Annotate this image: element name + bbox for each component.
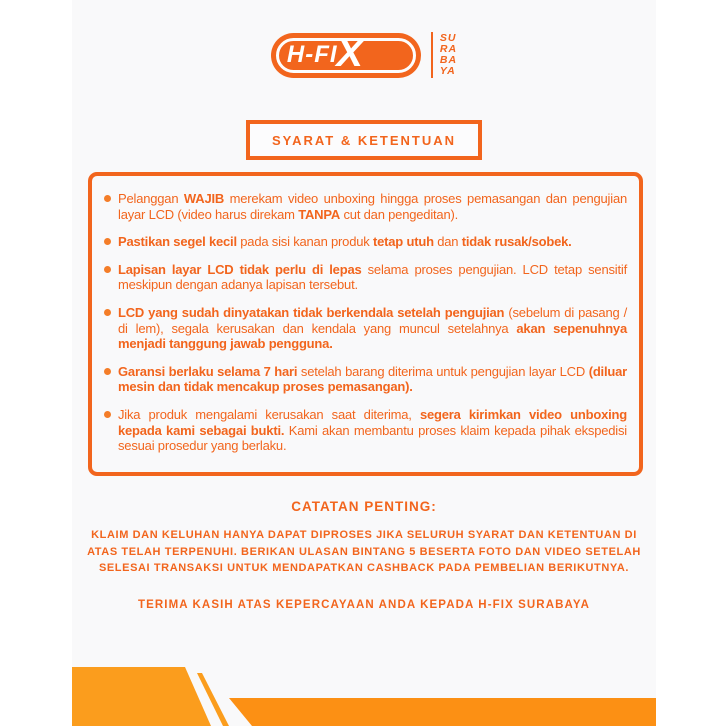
- logo-wordmark: H-FI: [286, 41, 338, 68]
- bullet-dot-icon: [104, 195, 111, 202]
- text-segment-bold: tetap utuh: [372, 234, 434, 250]
- text-segment-bold: segera kirimkan video unboxing kepada kami sebagai bukti.: [118, 406, 628, 438]
- text-segment: Kami akan membantu proses klaim kepada pihak ekspedisi sesuai prosedur yang berlaku.: [118, 422, 627, 454]
- logo-pill: [271, 33, 421, 78]
- text-segment-bold: Garansi berlaku selama 7 hari: [118, 363, 298, 379]
- term-item: [104, 191, 627, 222]
- terms-box: [88, 172, 643, 476]
- text-segment-bold: Pastikan segel kecil: [118, 234, 237, 250]
- text-segment: Pelanggan: [118, 191, 184, 206]
- bullet-dot-icon: [104, 309, 111, 316]
- text-segment: merekam video unboxing hingga proses pemasangan dan pengujian layar LCD (video harus direkam: [118, 191, 627, 222]
- term-item: [104, 305, 627, 352]
- flyer-canvas: [72, 0, 656, 726]
- text-segment: Jika produk mengalami kerusakan saat diterima,: [118, 406, 420, 422]
- text-segment: UNTUK MENDAPATKAN: [223, 562, 368, 574]
- text-segment-bold: TANPA: [298, 206, 341, 222]
- text-segment-bold: akan sepenuhnya menjadi tanggung jawab pengguna.: [118, 320, 627, 352]
- term-item: [104, 234, 627, 250]
- text-segment-bold: WAJIB: [183, 191, 225, 206]
- logo-divider: [431, 32, 433, 78]
- text-segment: selama proses pengujian. LCD tetap sensitif meskipun dengan adanya lapisan tersebut.: [118, 261, 627, 293]
- text-segment-bold: LCD yang sudah dinyatakan tidak berkendala setelah pengujian: [118, 304, 505, 320]
- footer-decoration: [72, 666, 656, 726]
- logo-city-line: RA: [439, 43, 458, 55]
- text-segment: dan: [433, 234, 462, 250]
- terms-list: [104, 191, 627, 454]
- text-segment: cut dan pengeditan).: [340, 206, 459, 222]
- term-item: [104, 364, 627, 395]
- notes-paragraph: [86, 527, 642, 577]
- thanks-line: TERIMA KASIH ATAS KEPERCAYAAN ANDA KEPADA H-FIX SURABAYA: [137, 599, 590, 611]
- page-title: SYARAT & KETENTUAN: [271, 132, 457, 148]
- text-segment-bold: (diluar mesin dan tidak mencakup proses pemasangan).: [118, 363, 628, 395]
- logo-city-line: YA: [439, 65, 456, 77]
- logo-x-icon: X: [335, 33, 363, 75]
- text-segment: KLAIM DAN KELUHAN HANYA DAPAT DIPROSES JIKA: [91, 529, 407, 541]
- text-segment-bold: SELURUH SYARAT DAN KETENTUAN DI ATAS TELAH TERPENUHI. BERIKAN ULASAN BINTANG 5 BESERTA FOTO DAN VIDEO SETELAH SELESAI TRANSAKSI: [87, 529, 641, 574]
- bullet-dot-icon: [104, 411, 111, 418]
- bullet-dot-icon: [104, 368, 111, 375]
- bullet-dot-icon: [104, 266, 111, 273]
- term-item: [104, 407, 627, 454]
- notes-heading: CATATAN PENTING:: [291, 499, 437, 514]
- text-segment-bold: tidak rusak/sobek.: [461, 234, 572, 250]
- text-segment: (sebelum di pasang / di lem), segala kerusakan dan kendala yang muncul setelahnya: [118, 304, 628, 336]
- logo-city: [440, 33, 457, 77]
- bullet-dot-icon: [104, 238, 111, 245]
- brand-logo: [72, 32, 656, 78]
- logo-city-line: BA: [439, 54, 458, 66]
- text-segment-bold: Lapisan layar LCD tidak perlu di lepas: [118, 261, 362, 277]
- logo-city-line: SU: [439, 32, 457, 44]
- text-segment: pada sisi kanan produk: [236, 234, 373, 250]
- title-box: [246, 120, 482, 160]
- term-item: [104, 262, 627, 293]
- text-segment: PADA PEMBELIAN BERIKUTNYA.: [434, 562, 630, 574]
- text-segment-bold: CASHBACK: [367, 562, 435, 574]
- text-segment: setelah barang diterima untuk pengujian layar LCD: [297, 363, 589, 379]
